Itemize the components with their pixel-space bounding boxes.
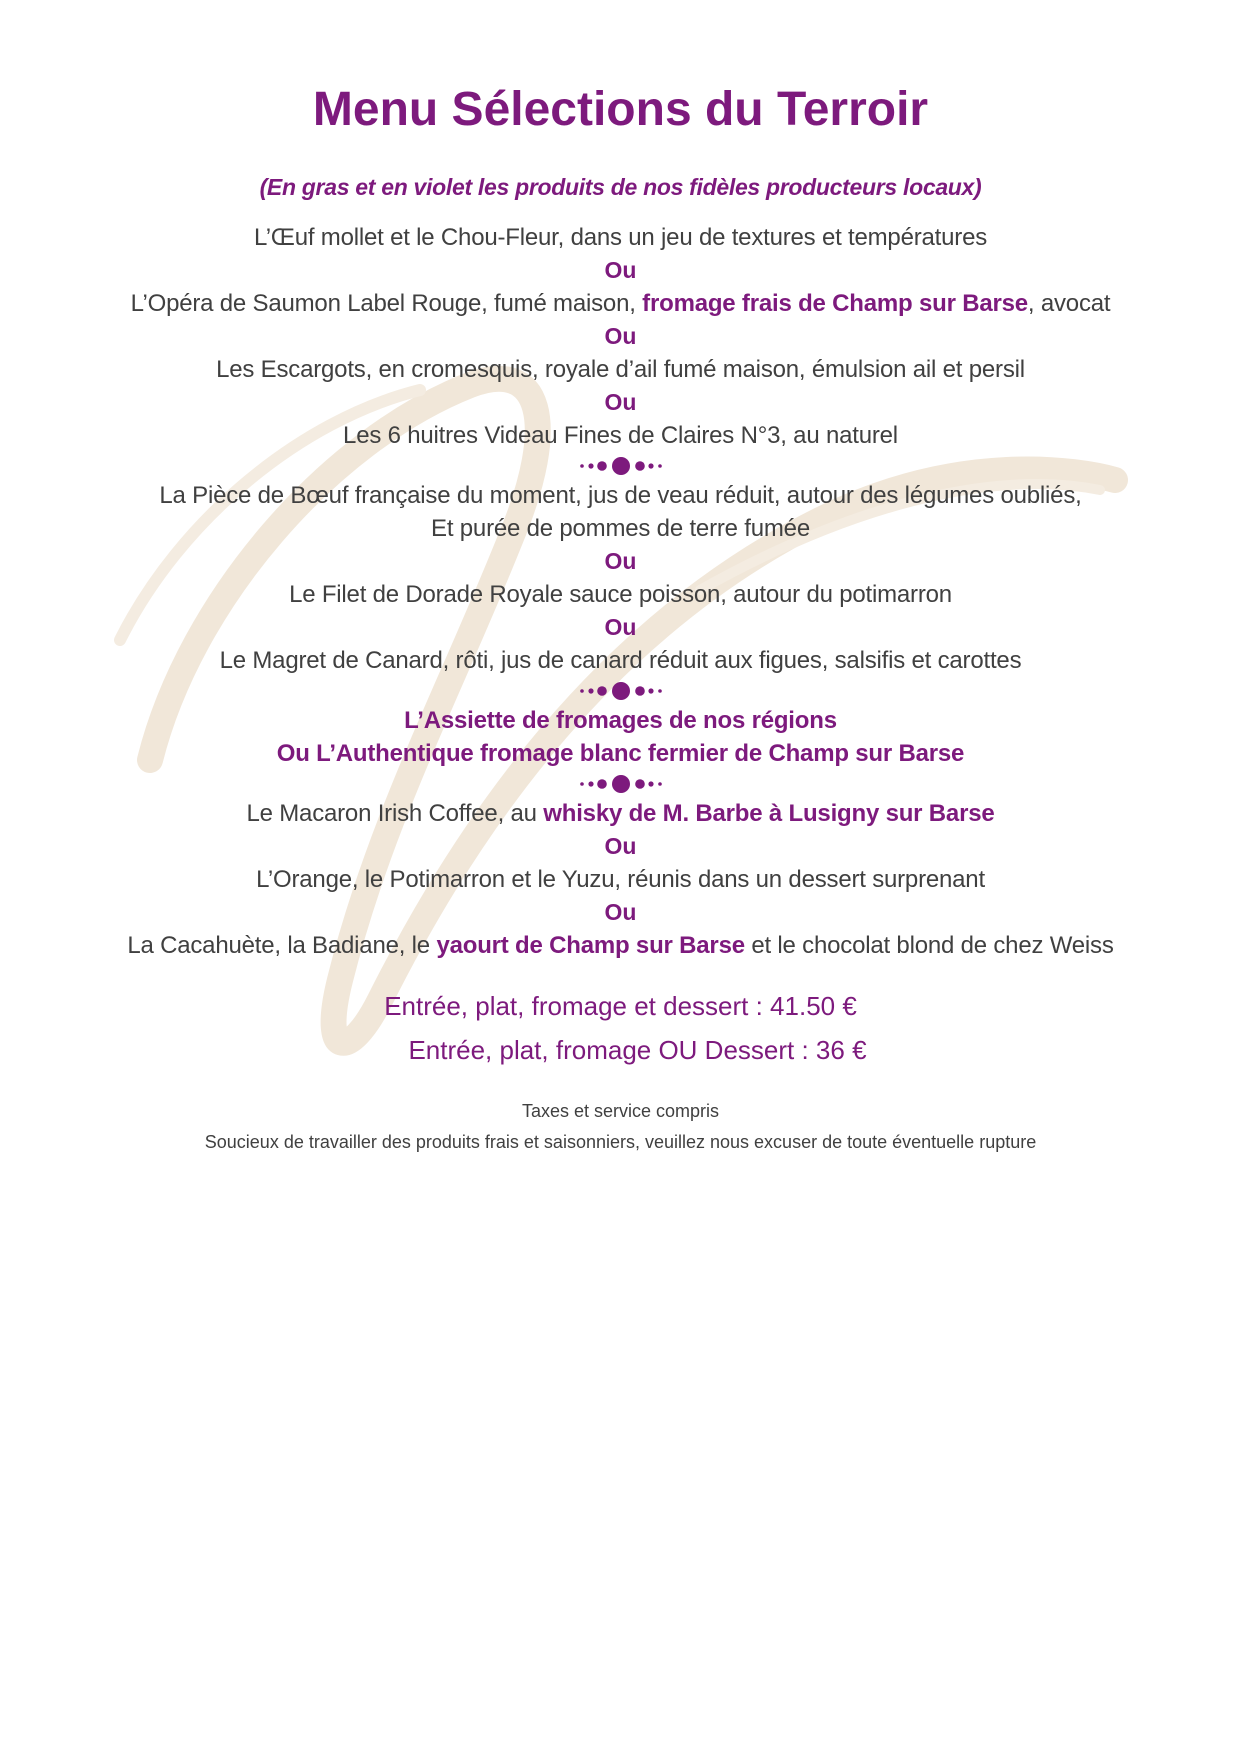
main-3: Le Magret de Canard, rôti, jus de canard réduit aux figues, salsifis et carottes [219, 647, 1022, 674]
starter-2 [0, 287, 1241, 320]
or-label: Ou [604, 899, 637, 925]
courses [0, 221, 1241, 962]
prices [0, 984, 1241, 1072]
dessert-1-local-product: whisky de M. Barbe à Lusigny sur Barse [543, 800, 995, 827]
dot-separator-icon [0, 770, 1241, 797]
or-label: Ou [604, 614, 637, 640]
starter-3: Les Escargots, en cromesquis, royale d’ail fumé maison, émulsion ail et persil [216, 356, 1025, 383]
starter-1: L’Œuf mollet et le Chou-Fleur, dans un jeu de textures et températures [253, 224, 988, 251]
price-full-formula: Entrée, plat, fromage et dessert : 41.50 € [384, 991, 857, 1021]
dot-separator-icon [0, 677, 1241, 704]
dessert-1-text: Le Macaron Irish Coffee, au [246, 800, 544, 827]
price-short-formula: Entrée, plat, fromage OU Dessert : 36 € [408, 1035, 867, 1065]
footer-notes [0, 1096, 1241, 1158]
dessert-3-local-product: yaourt de Champ sur Barse [436, 932, 745, 959]
dessert-2: L’Orange, le Potimarron et le Yuzu, réunis dans un dessert surprenant [256, 866, 985, 893]
taxes-note: Taxes et service compris [521, 1101, 720, 1121]
main-2: Le Filet de Dorade Royale sauce poisson, autour du potimarron [289, 581, 952, 608]
cheese-1: L’Assiette de fromages de nos régions [404, 707, 837, 734]
main-1-line-2: Et purée de pommes de terre fumée [431, 515, 810, 542]
menu-title: Menu Sélections du Terroir [312, 83, 929, 136]
availability-note: Soucieux de travailler des produits frais et saisonniers, veuillez nous excuser de toute éventuelle rupture [204, 1132, 1037, 1152]
dessert-3-text-end: et le chocolat blond de chez Weiss [744, 932, 1114, 959]
or-label: Ou [604, 548, 637, 574]
starter-2-text: L’Opéra de Saumon Label Rouge, fumé maison, [130, 290, 643, 317]
or-label: Ou [604, 389, 637, 415]
starter-2-text-end: , avocat [1027, 290, 1111, 317]
menu-subtitle: (En gras et en violet les produits de nos fidèles producteurs locaux) [259, 174, 982, 200]
dessert-3-text: La Cacahuète, la Badiane, le [127, 932, 437, 959]
starter-4: Les 6 huitres Videau Fines de Claires N°3, au naturel [343, 422, 898, 449]
or-label: Ou [604, 257, 637, 283]
dessert-3 [0, 929, 1241, 962]
cheese-2: Ou L’Authentique fromage blanc fermier de Champ sur Barse [276, 740, 965, 767]
or-label: Ou [604, 323, 637, 349]
dot-separator-icon [0, 452, 1241, 479]
or-label: Ou [604, 833, 637, 859]
starter-2-local-product: fromage frais de Champ sur Barse [642, 290, 1028, 317]
main-1-line-1: La Pièce de Bœuf française du moment, jus de veau réduit, autour des légumes oubliés, [159, 482, 1082, 509]
dessert-1 [0, 797, 1241, 830]
